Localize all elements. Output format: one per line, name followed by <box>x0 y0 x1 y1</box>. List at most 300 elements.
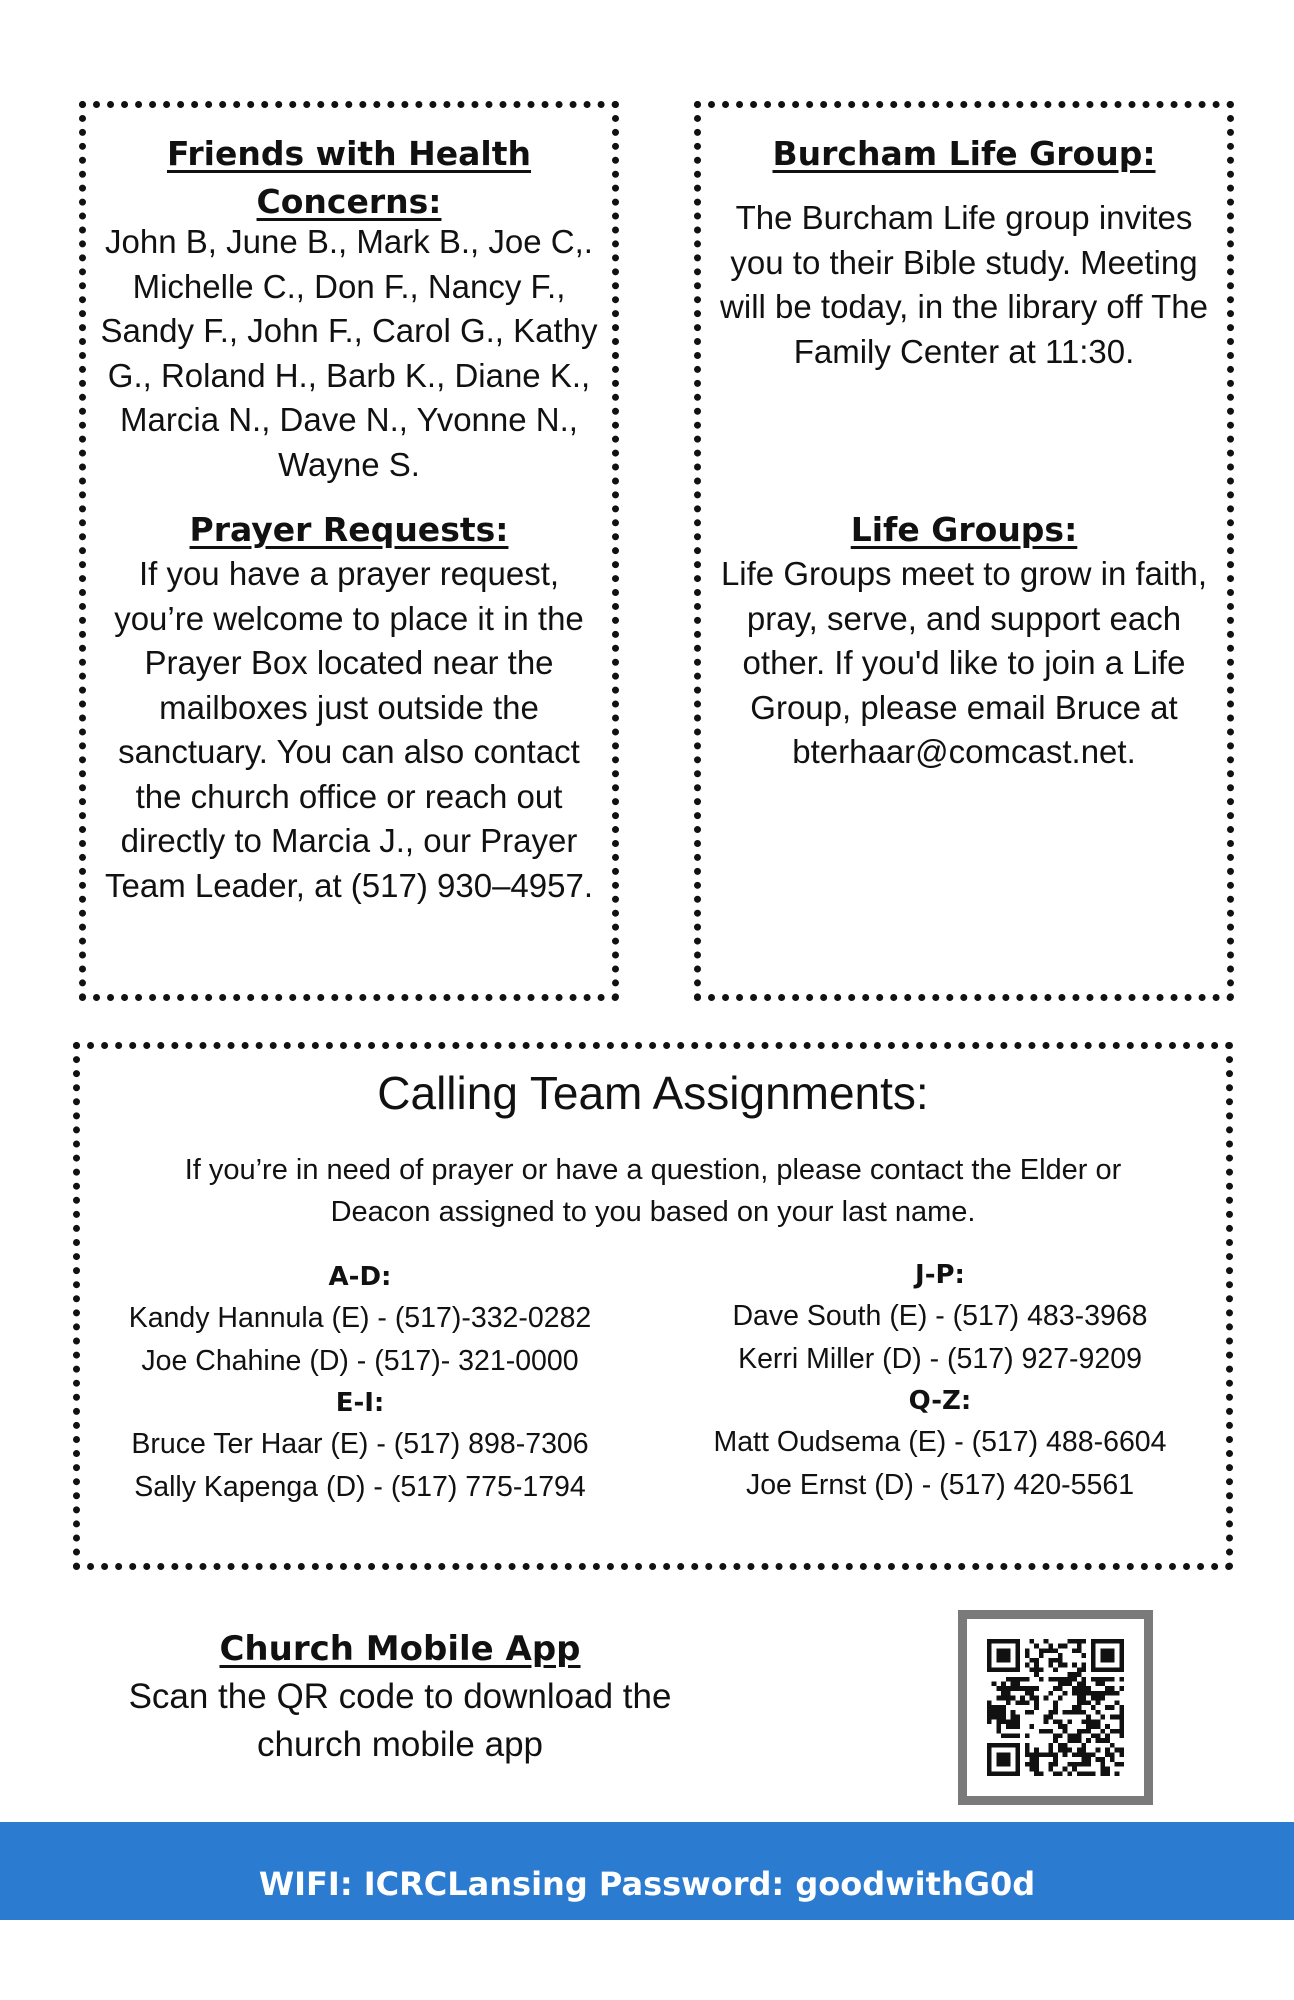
contact-line: Dave South (E) - (517) 483-3968 <box>732 1300 1148 1332</box>
burcham-text: The Burcham Life group invites you to their Bible study. Meeting will be today, in the library off The Family Center at 11:30. <box>720 199 1208 370</box>
qr-module <box>1115 1667 1120 1672</box>
qr-module <box>1105 1724 1110 1729</box>
qr-module <box>1006 1696 1011 1701</box>
qr-module <box>1072 1767 1077 1772</box>
qr-module <box>1081 1691 1086 1696</box>
qr-module <box>1001 1682 1006 1687</box>
qr-module <box>1015 1639 1020 1644</box>
qr-module <box>1072 1648 1077 1653</box>
qr-module <box>1053 1658 1058 1663</box>
qr-module <box>1011 1686 1016 1691</box>
qr-module <box>1011 1771 1016 1776</box>
qr-module <box>1077 1672 1082 1677</box>
qr-module <box>1006 1724 1011 1729</box>
qr-module <box>996 1653 1001 1658</box>
qr-module <box>1096 1710 1101 1715</box>
qr-module <box>1025 1762 1030 1767</box>
qr-module <box>1115 1762 1120 1767</box>
qr-module <box>1105 1738 1110 1743</box>
qr-module <box>1048 1729 1053 1734</box>
qr-module <box>1091 1677 1096 1682</box>
qr-module <box>1081 1757 1086 1762</box>
qr-module <box>1096 1719 1101 1724</box>
qr-module <box>1030 1767 1035 1772</box>
qr-module <box>1119 1663 1124 1668</box>
qr-module <box>1077 1705 1082 1710</box>
qr-module <box>1081 1663 1086 1668</box>
qr-module <box>1044 1752 1049 1757</box>
qr-module <box>1067 1677 1072 1682</box>
qr-module <box>1115 1700 1120 1705</box>
qr-module <box>1105 1648 1110 1653</box>
group-label-j-p: J-P: <box>915 1260 965 1290</box>
qr-module <box>1015 1762 1020 1767</box>
qr-module <box>1100 1696 1105 1701</box>
qr-module <box>1105 1653 1110 1658</box>
qr-module <box>1110 1705 1115 1710</box>
qr-module <box>1001 1757 1006 1762</box>
qr-module <box>1081 1748 1086 1753</box>
contact-line: Matt Oudsema (E) - (517) 488-6604 <box>713 1426 1167 1458</box>
qr-module <box>1039 1667 1044 1672</box>
qr-module <box>1119 1658 1124 1663</box>
qr-module <box>1072 1686 1077 1691</box>
qr-module <box>1034 1757 1039 1762</box>
qr-module <box>1096 1700 1101 1705</box>
qr-module <box>1096 1667 1101 1672</box>
burcham-title: Burcham Life Group: <box>772 134 1156 173</box>
qr-module <box>1015 1767 1020 1772</box>
qr-module <box>1091 1733 1096 1738</box>
qr-module <box>1115 1771 1120 1776</box>
qr-module <box>1053 1762 1058 1767</box>
qr-module <box>1015 1743 1020 1748</box>
qr-module <box>1081 1677 1086 1682</box>
qr-module <box>1025 1710 1030 1715</box>
qr-module <box>1100 1639 1105 1644</box>
qr-module <box>1048 1663 1053 1668</box>
qr-module <box>1105 1771 1110 1776</box>
qr-module <box>1053 1710 1058 1715</box>
qr-module <box>1067 1719 1072 1724</box>
qr-module <box>1063 1663 1068 1668</box>
qr-module <box>1048 1752 1053 1757</box>
qr-module <box>1015 1677 1020 1682</box>
qr-module <box>1115 1729 1120 1734</box>
qr-module <box>1100 1729 1105 1734</box>
calling-column-left <box>80 1257 640 1509</box>
qr-module <box>1058 1682 1063 1687</box>
qr-module <box>1091 1724 1096 1729</box>
qr-module <box>992 1771 997 1776</box>
qr-module <box>1048 1748 1053 1753</box>
qr-module <box>1048 1743 1053 1748</box>
qr-module <box>1011 1743 1016 1748</box>
qr-module <box>1063 1748 1068 1753</box>
qr-module <box>1015 1644 1020 1649</box>
qr-module <box>1034 1696 1039 1701</box>
qr-module <box>1006 1653 1011 1658</box>
qr-module <box>1086 1700 1091 1705</box>
qr-module <box>1077 1710 1082 1715</box>
qr-module <box>1001 1733 1006 1738</box>
qr-module <box>1067 1710 1072 1715</box>
qr-module <box>1006 1658 1011 1663</box>
qr-module <box>1081 1700 1086 1705</box>
qr-module <box>1015 1724 1020 1729</box>
qr-module <box>1006 1648 1011 1653</box>
qr-module <box>1030 1691 1035 1696</box>
qr-module <box>1086 1762 1091 1767</box>
qr-module <box>1011 1715 1016 1720</box>
qr-module <box>1058 1653 1063 1658</box>
qr-module <box>1072 1710 1077 1715</box>
qr-module <box>987 1715 992 1720</box>
qr-module <box>1001 1752 1006 1757</box>
calling-team-box <box>73 1042 1233 1570</box>
qr-module <box>1001 1715 1006 1720</box>
qr-module <box>996 1648 1001 1653</box>
qr-module <box>987 1663 992 1668</box>
life-groups-title: Life Groups: <box>850 510 1078 549</box>
qr-module <box>1011 1710 1016 1715</box>
qr-module <box>987 1757 992 1762</box>
qr-module <box>1100 1738 1105 1743</box>
qr-module <box>1091 1719 1096 1724</box>
qr-module <box>1034 1644 1039 1649</box>
qr-module <box>1006 1639 1011 1644</box>
qr-module <box>1072 1677 1077 1682</box>
qr-module <box>1067 1672 1072 1677</box>
qr-module <box>1044 1729 1049 1734</box>
qr-module <box>1053 1667 1058 1672</box>
qr-code-icon[interactable] <box>987 1639 1124 1776</box>
qr-module <box>987 1648 992 1653</box>
group-label-q-z: Q-Z: <box>908 1386 972 1416</box>
calling-team-intro: If you’re in need of prayer or have a question, please contact the Elder or Deacon assigned to you based on your last name. <box>184 1154 1122 1228</box>
qr-module <box>1086 1686 1091 1691</box>
qr-module <box>1096 1696 1101 1701</box>
qr-module <box>1063 1767 1068 1772</box>
group-label-a-d: A-D: <box>328 1262 392 1292</box>
qr-module <box>1119 1719 1124 1724</box>
qr-module <box>1011 1667 1016 1672</box>
qr-module <box>1015 1700 1020 1705</box>
qr-module <box>1048 1644 1053 1649</box>
qr-module <box>1119 1686 1124 1691</box>
qr-module <box>1105 1705 1110 1710</box>
qr-module <box>1110 1743 1115 1748</box>
qr-module <box>1077 1733 1082 1738</box>
qr-module <box>1091 1771 1096 1776</box>
qr-module <box>1091 1658 1096 1663</box>
qr-module <box>1053 1757 1058 1762</box>
qr-module <box>1034 1762 1039 1767</box>
qr-module <box>1063 1691 1068 1696</box>
qr-module <box>1110 1757 1115 1762</box>
qr-module <box>1058 1771 1063 1776</box>
prayer-requests-text: If you have a prayer request, you’re welcome to place it in the Prayer Box located near the mailboxes just outside the sanctuary. You can also contact the church office or reach out directly to Marcia J., our Prayer Team Leader, at (517) 930–4957. <box>104 555 594 904</box>
qr-module <box>1077 1762 1082 1767</box>
qr-module <box>1015 1715 1020 1720</box>
qr-module <box>1081 1639 1086 1644</box>
qr-module <box>1001 1686 1006 1691</box>
qr-module <box>1119 1715 1124 1720</box>
qr-module <box>1058 1677 1063 1682</box>
qr-module <box>1105 1667 1110 1672</box>
qr-module <box>1025 1677 1030 1682</box>
qr-module <box>1100 1653 1105 1658</box>
qr-module <box>992 1710 997 1715</box>
qr-module <box>1058 1644 1063 1649</box>
qr-module <box>1015 1719 1020 1724</box>
qr-module <box>1034 1700 1039 1705</box>
qr-module <box>1034 1767 1039 1772</box>
qr-module <box>1001 1639 1006 1644</box>
qr-module <box>987 1658 992 1663</box>
qr-module <box>1110 1653 1115 1658</box>
health-concerns-names: John B, June B., Mark B., Joe C,. Michelle C., Don F., Nancy F., Sandy F., John F., Carol G., Kathy G., Roland H., Barb K., Diane K., Marcia N., Dave N., Yvonne N., Wayne S. <box>100 223 598 483</box>
qr-module <box>987 1710 992 1715</box>
qr-module <box>1072 1639 1077 1644</box>
qr-module <box>1011 1696 1016 1701</box>
qr-module <box>1072 1762 1077 1767</box>
qr-module <box>1077 1648 1082 1653</box>
qr-module <box>1025 1743 1030 1748</box>
qr-module <box>1015 1771 1020 1776</box>
qr-module <box>1096 1691 1101 1696</box>
qr-module <box>1001 1710 1006 1715</box>
qr-module <box>987 1667 992 1672</box>
qr-module <box>987 1700 992 1705</box>
qr-module <box>1072 1752 1077 1757</box>
qr-module <box>992 1705 997 1710</box>
qr-module <box>1105 1658 1110 1663</box>
qr-module <box>1067 1762 1072 1767</box>
qr-module <box>1058 1696 1063 1701</box>
qr-module <box>1100 1667 1105 1672</box>
qr-module <box>1025 1648 1030 1653</box>
qr-module <box>1110 1658 1115 1663</box>
qr-module <box>1034 1663 1039 1668</box>
qr-module <box>1053 1700 1058 1705</box>
qr-module <box>1081 1710 1086 1715</box>
qr-module <box>1081 1653 1086 1658</box>
qr-module <box>1030 1658 1035 1663</box>
qr-module <box>992 1667 997 1672</box>
qr-module <box>1044 1715 1049 1720</box>
qr-module <box>1105 1752 1110 1757</box>
qr-module <box>1015 1682 1020 1687</box>
contact-line: Sally Kapenga (D) - (517) 775-1794 <box>134 1471 586 1503</box>
qr-module <box>1086 1757 1091 1762</box>
qr-module <box>996 1752 1001 1757</box>
qr-module <box>1048 1710 1053 1715</box>
qr-module <box>987 1748 992 1753</box>
qr-module <box>1006 1700 1011 1705</box>
qr-module <box>1034 1705 1039 1710</box>
qr-module <box>1110 1648 1115 1653</box>
qr-module <box>1053 1738 1058 1743</box>
qr-module <box>1081 1743 1086 1748</box>
qr-module <box>1006 1691 1011 1696</box>
qr-module <box>1067 1748 1072 1753</box>
qr-module <box>1039 1648 1044 1653</box>
qr-module <box>1119 1667 1124 1672</box>
qr-module <box>1119 1648 1124 1653</box>
wifi-bar <box>0 1822 1294 1920</box>
qr-module <box>1034 1752 1039 1757</box>
qr-module <box>992 1682 997 1687</box>
qr-module <box>1015 1748 1020 1753</box>
qr-module <box>1100 1682 1105 1687</box>
qr-module <box>1039 1752 1044 1757</box>
qr-module <box>1100 1648 1105 1653</box>
qr-module <box>1105 1748 1110 1753</box>
qr-module <box>1015 1667 1020 1672</box>
qr-module <box>1025 1748 1030 1753</box>
qr-module <box>1030 1686 1035 1691</box>
qr-module <box>996 1743 1001 1748</box>
qr-module <box>992 1743 997 1748</box>
qr-module <box>987 1752 992 1757</box>
qr-module <box>1115 1639 1120 1644</box>
qr-module <box>1096 1757 1101 1762</box>
qr-module <box>1119 1729 1124 1734</box>
qr-module <box>1034 1658 1039 1663</box>
qr-module <box>1081 1762 1086 1767</box>
qr-module <box>1011 1733 1016 1738</box>
qr-module <box>1034 1667 1039 1672</box>
qr-module <box>1044 1639 1049 1644</box>
qr-module <box>996 1658 1001 1663</box>
health-concerns-title: Friends with Health Concerns: <box>166 134 532 221</box>
qr-module <box>996 1705 1001 1710</box>
qr-module <box>1119 1644 1124 1649</box>
qr-module <box>1100 1762 1105 1767</box>
prayer-requests-title: Prayer Requests: <box>189 510 509 549</box>
qr-module <box>1081 1667 1086 1672</box>
qr-module <box>1039 1653 1044 1658</box>
qr-module <box>1001 1705 1006 1710</box>
qr-module <box>1048 1762 1053 1767</box>
qr-module <box>1091 1696 1096 1701</box>
qr-module <box>1034 1686 1039 1691</box>
qr-module <box>1086 1752 1091 1757</box>
qr-module <box>1077 1752 1082 1757</box>
qr-module <box>1119 1748 1124 1753</box>
qr-module <box>1030 1639 1035 1644</box>
qr-module <box>1030 1724 1035 1729</box>
qr-module <box>1020 1677 1025 1682</box>
qr-module <box>1081 1682 1086 1687</box>
qr-module <box>987 1719 992 1724</box>
qr-module <box>1011 1677 1016 1682</box>
qr-module <box>1058 1743 1063 1748</box>
qr-module <box>1053 1686 1058 1691</box>
qr-module <box>1006 1686 1011 1691</box>
qr-module <box>1015 1733 1020 1738</box>
qr-module <box>1030 1762 1035 1767</box>
qr-module <box>1044 1696 1049 1701</box>
qr-module <box>1119 1710 1124 1715</box>
qr-module <box>1119 1653 1124 1658</box>
qr-module <box>1081 1752 1086 1757</box>
qr-module <box>1006 1771 1011 1776</box>
qr-module <box>987 1762 992 1767</box>
qr-module <box>1034 1748 1039 1753</box>
qr-module <box>1048 1658 1053 1663</box>
qr-module <box>1077 1691 1082 1696</box>
qr-module <box>1077 1696 1082 1701</box>
qr-module <box>1100 1677 1105 1682</box>
qr-module <box>1030 1752 1035 1757</box>
qr-module <box>1025 1653 1030 1658</box>
qr-code-frame[interactable] <box>958 1610 1153 1805</box>
qr-module <box>1039 1729 1044 1734</box>
qr-module <box>1119 1677 1124 1682</box>
qr-module <box>1006 1677 1011 1682</box>
qr-module <box>987 1705 992 1710</box>
qr-module <box>1039 1771 1044 1776</box>
qr-module <box>996 1686 1001 1691</box>
qr-module <box>1115 1691 1120 1696</box>
qr-module <box>1063 1729 1068 1734</box>
qr-module <box>1096 1682 1101 1687</box>
qr-module <box>1058 1719 1063 1724</box>
contact-line: Kerri Miller (D) - (517) 927-9209 <box>738 1343 1142 1375</box>
qr-module <box>1072 1663 1077 1668</box>
qr-module <box>1015 1653 1020 1658</box>
life-groups-box <box>694 101 1234 1001</box>
qr-module <box>1015 1663 1020 1668</box>
qr-module <box>1119 1752 1124 1757</box>
qr-module <box>1105 1686 1110 1691</box>
qr-module <box>987 1771 992 1776</box>
qr-module <box>1086 1719 1091 1724</box>
qr-module <box>1001 1648 1006 1653</box>
qr-module <box>992 1715 997 1720</box>
qr-module <box>1110 1752 1115 1757</box>
qr-module <box>1063 1677 1068 1682</box>
qr-module <box>1053 1771 1058 1776</box>
qr-module <box>996 1639 1001 1644</box>
qr-module <box>1001 1653 1006 1658</box>
qr-module <box>1025 1663 1030 1668</box>
qr-module <box>992 1639 997 1644</box>
qr-module <box>1096 1677 1101 1682</box>
qr-module <box>1015 1648 1020 1653</box>
qr-module <box>1091 1667 1096 1672</box>
health-concerns-box <box>79 101 619 1001</box>
qr-module <box>1030 1667 1035 1672</box>
qr-module <box>1030 1757 1035 1762</box>
qr-module <box>996 1710 1001 1715</box>
qr-module <box>1020 1700 1025 1705</box>
calling-column-right <box>660 1255 1220 1507</box>
qr-module <box>1100 1771 1105 1776</box>
qr-module <box>1091 1644 1096 1649</box>
qr-module <box>1025 1700 1030 1705</box>
qr-module <box>1086 1738 1091 1743</box>
qr-module <box>1001 1667 1006 1672</box>
qr-module <box>1034 1771 1039 1776</box>
qr-module <box>1105 1767 1110 1772</box>
qr-module <box>1025 1733 1030 1738</box>
qr-module <box>1006 1667 1011 1672</box>
qr-module <box>1058 1686 1063 1691</box>
qr-module <box>1072 1733 1077 1738</box>
